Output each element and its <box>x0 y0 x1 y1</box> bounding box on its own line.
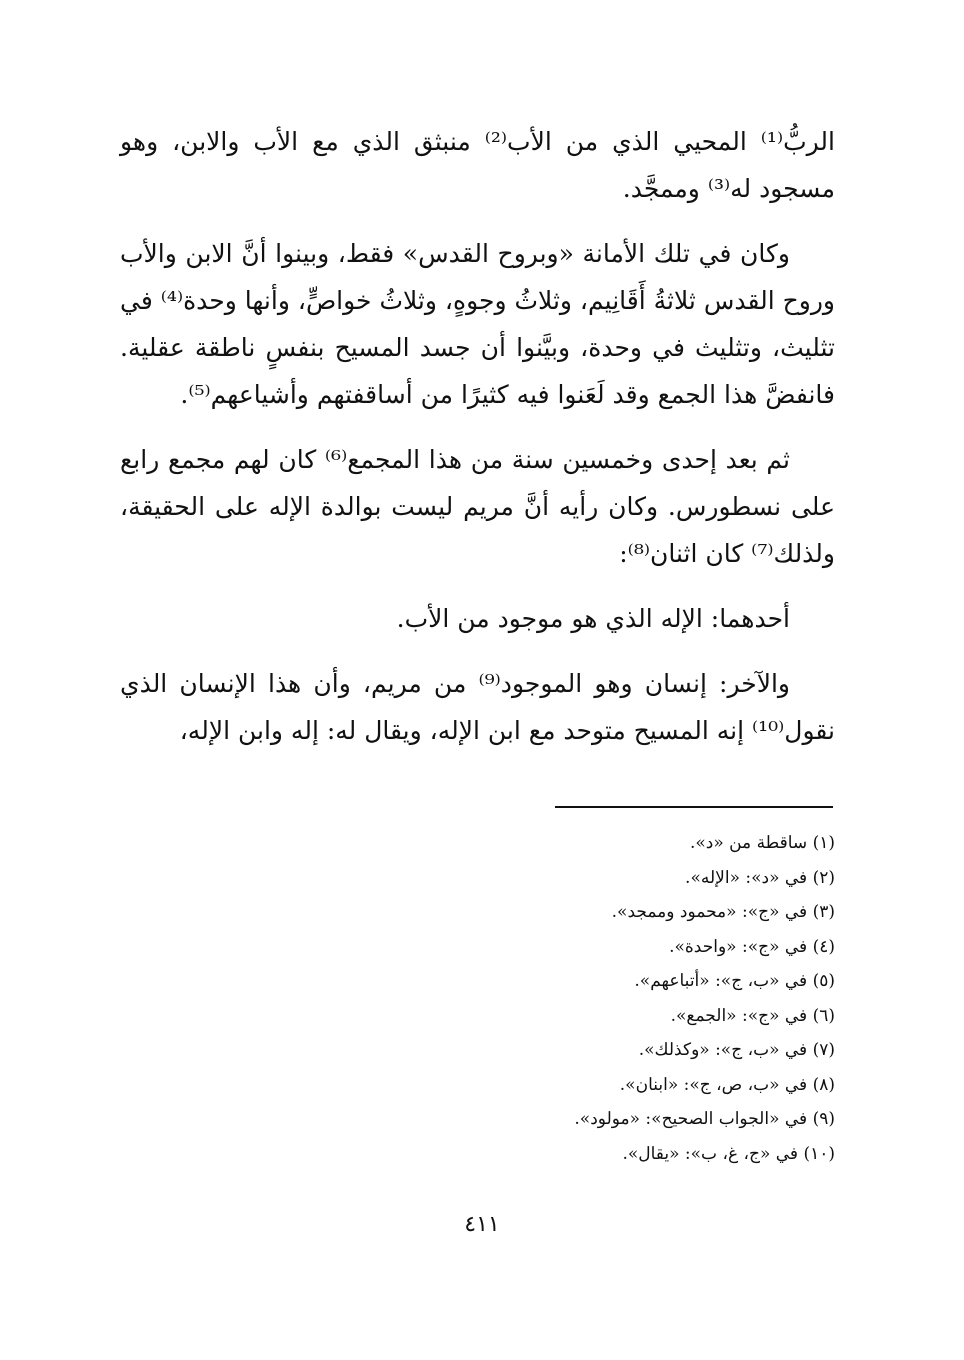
page-number: ٤١١ <box>464 1212 500 1237</box>
footnotes <box>120 826 835 1171</box>
footnote-4: (٤) في «ج»: «واحدة». <box>669 936 835 957</box>
footnote-8: (٨) في «ب، ص، ج»: «ابنان». <box>619 1074 835 1095</box>
footnote-1: (١) ساقطة من «د». <box>689 833 835 853</box>
footnote-9: (٩) في «الجواب الصحيح»: «مولود». <box>574 1109 835 1129</box>
paragraph-5: والآخر: إنسان وهو الموجود⁽⁹⁾ من مريم، وأن هذا الإنسان الذي نقول⁽¹⁰⁾ إنه المسيح متوحد مع ابن الإله، ويقال له: إله وابن الإله، <box>120 669 835 745</box>
footnote-10: (١٠) في «ج، غ، ب»: «يقال». <box>622 1143 835 1164</box>
paragraph-2: وكان في تلك الأمانة «وبروح القدس» فقط، وبينوا أنَّ الابن والأب وروح القدس ثلاثةُ أَقَانِيم، وثلاثُ وجوهٍ، وثلاثُ خواصٍّ، وأنها وحدة⁽⁴⁾ في تثليث، وتثليث في وحدة، وبيَّنوا أن جسد المسيح بنفسٍ ناطقة عقلية. فانفضَّ هذا الجمع وقد لَعَنوا فيه كثيرًا من أساقفتهم وأشياعهم⁽⁵⁾. <box>120 239 836 409</box>
paragraph-1: الربُّ⁽¹⁾ المحيي الذي من الأب⁽²⁾ منبثق الذي مع الأب والابن، وهو مسجود له⁽³⁾ وممجَّد. <box>120 127 835 203</box>
main-text <box>120 118 835 772</box>
paragraph-4: أحدهما: الإله الذي هو موجود من الأب. <box>396 604 790 633</box>
paragraph-3: ثم بعد إحدى وخمسين سنة من هذا المجمع⁽⁶⁾ كان لهم مجمع رابع على نسطورس. وكان رأيه أنَّ مريم ليست بوالدة الإله على الحقيقة، ولذلك⁽⁷⁾ كان اثنان⁽⁸⁾: <box>120 445 835 568</box>
footnote-3: (٣) في «ج»: «محمود وممجد». <box>611 902 835 922</box>
footnote-2: (٢) في «د»: «الإله». <box>685 867 835 888</box>
footnote-divider <box>555 806 833 808</box>
footnote-7: (٧) في «ب، ج»: «وكذلك». <box>638 1040 835 1060</box>
footnote-6: (٦) في «ج»: «الجمع». <box>670 1005 835 1026</box>
footnote-5: (٥) في «ب، ج»: «أتباعهم». <box>634 971 835 991</box>
